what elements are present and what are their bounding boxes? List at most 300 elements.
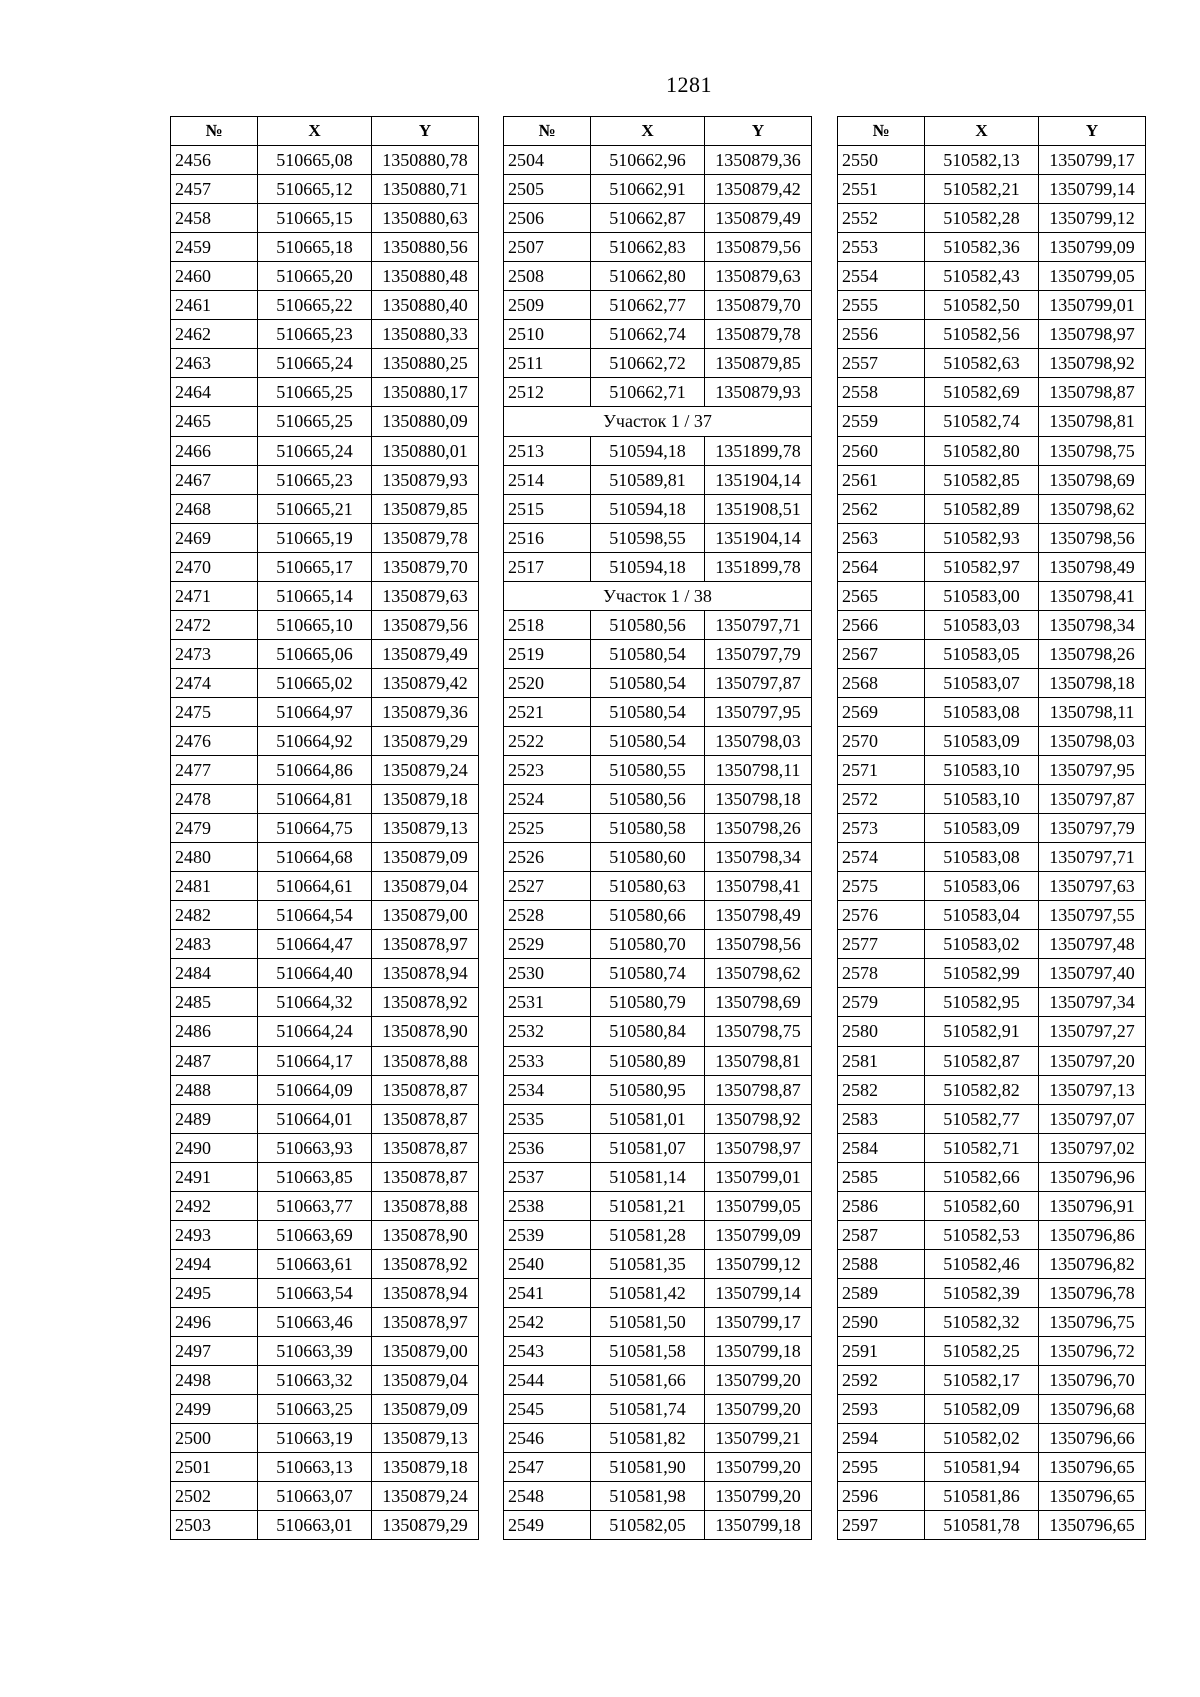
x-coordinate: 510580,74 [591, 959, 705, 988]
point-number: 2588 [838, 1249, 925, 1278]
table-row [504, 262, 812, 291]
x-coordinate: 510582,60 [925, 1191, 1039, 1220]
x-coordinate: 510583,09 [925, 814, 1039, 843]
y-coordinate: 1350796,68 [1039, 1395, 1146, 1424]
point-number: 2513 [504, 436, 591, 465]
x-coordinate: 510580,54 [591, 668, 705, 697]
y-coordinate: 1350798,49 [705, 901, 812, 930]
x-coordinate: 510582,95 [925, 988, 1039, 1017]
x-coordinate: 510662,74 [591, 320, 705, 349]
y-coordinate: 1350879,85 [372, 494, 479, 523]
table-row [838, 959, 1146, 988]
y-coordinate: 1350798,26 [705, 814, 812, 843]
table-row [504, 1366, 812, 1395]
x-coordinate: 510662,80 [591, 262, 705, 291]
y-coordinate: 1350799,20 [705, 1366, 812, 1395]
table-row [171, 146, 479, 175]
table-row [171, 1453, 479, 1482]
y-coordinate: 1350799,20 [705, 1453, 812, 1482]
table-row [504, 1336, 812, 1365]
table-row [504, 552, 812, 581]
y-coordinate: 1350798,87 [705, 1075, 812, 1104]
table-row [171, 959, 479, 988]
table-row [504, 1162, 812, 1191]
y-coordinate: 1350797,95 [1039, 756, 1146, 785]
table-row [504, 1075, 812, 1104]
x-coordinate: 510581,50 [591, 1307, 705, 1336]
table-row [838, 1220, 1146, 1249]
point-number: 2587 [838, 1220, 925, 1249]
table-row [838, 1307, 1146, 1336]
point-number: 2593 [838, 1395, 925, 1424]
x-coordinate: 510664,75 [258, 814, 372, 843]
y-coordinate: 1350879,56 [372, 610, 479, 639]
coordinate-table-3 [837, 116, 1146, 1540]
x-coordinate: 510583,03 [925, 610, 1039, 639]
x-coordinate: 510581,21 [591, 1191, 705, 1220]
x-coordinate: 510662,83 [591, 233, 705, 262]
point-number: 2546 [504, 1424, 591, 1453]
table-row [838, 146, 1146, 175]
table-row [171, 1482, 479, 1511]
column-header-y: Y [372, 117, 479, 146]
x-coordinate: 510583,10 [925, 756, 1039, 785]
x-coordinate: 510582,36 [925, 233, 1039, 262]
y-coordinate: 1350797,02 [1039, 1133, 1146, 1162]
y-coordinate: 1350880,71 [372, 175, 479, 204]
x-coordinate: 510665,18 [258, 233, 372, 262]
y-coordinate: 1350879,36 [372, 697, 479, 726]
table-row [838, 1278, 1146, 1307]
table-row [838, 1395, 1146, 1424]
point-number: 2590 [838, 1307, 925, 1336]
point-number: 2504 [504, 146, 591, 175]
table-row [838, 988, 1146, 1017]
point-number: 2550 [838, 146, 925, 175]
y-coordinate: 1350797,63 [1039, 872, 1146, 901]
table-row [171, 1104, 479, 1133]
table-row [171, 843, 479, 872]
table-row [504, 843, 812, 872]
x-coordinate: 510583,07 [925, 668, 1039, 697]
section-title: Участок 1 / 38 [504, 581, 812, 610]
point-number: 2569 [838, 697, 925, 726]
x-coordinate: 510582,77 [925, 1104, 1039, 1133]
y-coordinate: 1350799,05 [705, 1191, 812, 1220]
x-coordinate: 510665,25 [258, 378, 372, 407]
y-coordinate: 1350879,93 [705, 378, 812, 407]
x-coordinate: 510663,85 [258, 1162, 372, 1191]
y-coordinate: 1350879,18 [372, 1453, 479, 1482]
y-coordinate: 1350879,24 [372, 1482, 479, 1511]
y-coordinate: 1350880,63 [372, 204, 479, 233]
table-row [504, 1133, 812, 1162]
y-coordinate: 1350879,29 [372, 726, 479, 755]
x-coordinate: 510662,77 [591, 291, 705, 320]
x-coordinate: 510594,18 [591, 494, 705, 523]
x-coordinate: 510663,39 [258, 1336, 372, 1365]
x-coordinate: 510663,46 [258, 1307, 372, 1336]
point-number: 2514 [504, 465, 591, 494]
table-row [171, 930, 479, 959]
point-number: 2472 [171, 610, 258, 639]
x-coordinate: 510582,93 [925, 523, 1039, 552]
point-number: 2522 [504, 726, 591, 755]
y-coordinate: 1350879,13 [372, 1424, 479, 1453]
y-coordinate: 1350796,78 [1039, 1278, 1146, 1307]
table-row [171, 1046, 479, 1075]
y-coordinate: 1350799,17 [705, 1307, 812, 1336]
x-coordinate: 510665,24 [258, 436, 372, 465]
table-row [838, 436, 1146, 465]
point-number: 2462 [171, 320, 258, 349]
x-coordinate: 510664,40 [258, 959, 372, 988]
point-number: 2470 [171, 552, 258, 581]
y-coordinate: 1350878,88 [372, 1046, 479, 1075]
table-row [504, 1307, 812, 1336]
table-row [504, 1249, 812, 1278]
x-coordinate: 510580,55 [591, 756, 705, 785]
table-row [838, 1453, 1146, 1482]
x-coordinate: 510663,13 [258, 1453, 372, 1482]
point-number: 2478 [171, 785, 258, 814]
y-coordinate: 1350879,04 [372, 872, 479, 901]
x-coordinate: 510663,54 [258, 1278, 372, 1307]
table-row [171, 465, 479, 494]
y-coordinate: 1350798,11 [1039, 697, 1146, 726]
table-row [838, 262, 1146, 291]
table-row [838, 1162, 1146, 1191]
y-coordinate: 1350880,09 [372, 407, 479, 436]
table-row [171, 494, 479, 523]
table-row [504, 320, 812, 349]
point-number: 2506 [504, 204, 591, 233]
table-row [504, 814, 812, 843]
point-number: 2575 [838, 872, 925, 901]
x-coordinate: 510589,81 [591, 465, 705, 494]
point-number: 2541 [504, 1278, 591, 1307]
y-coordinate: 1350797,20 [1039, 1046, 1146, 1075]
x-coordinate: 510583,04 [925, 901, 1039, 930]
y-coordinate: 1350797,55 [1039, 901, 1146, 930]
table-row [171, 175, 479, 204]
table-row [504, 523, 812, 552]
point-number: 2482 [171, 901, 258, 930]
table-row [504, 872, 812, 901]
table-row [504, 1395, 812, 1424]
table-row [504, 639, 812, 668]
point-number: 2518 [504, 610, 591, 639]
x-coordinate: 510582,25 [925, 1336, 1039, 1365]
y-coordinate: 1350879,09 [372, 1395, 479, 1424]
y-coordinate: 1350798,18 [705, 785, 812, 814]
x-coordinate: 510583,09 [925, 726, 1039, 755]
x-coordinate: 510665,10 [258, 610, 372, 639]
table-row [171, 639, 479, 668]
y-coordinate: 1350798,75 [1039, 436, 1146, 465]
x-coordinate: 510664,09 [258, 1075, 372, 1104]
y-coordinate: 1350798,41 [1039, 581, 1146, 610]
table-row [171, 1336, 479, 1365]
table-row [171, 901, 479, 930]
x-coordinate: 510580,56 [591, 610, 705, 639]
y-coordinate: 1350799,17 [1039, 146, 1146, 175]
y-coordinate: 1350798,87 [1039, 378, 1146, 407]
y-coordinate: 1350799,21 [705, 1424, 812, 1453]
x-coordinate: 510582,46 [925, 1249, 1039, 1278]
table-row [171, 872, 479, 901]
x-coordinate: 510662,91 [591, 175, 705, 204]
y-coordinate: 1350798,34 [1039, 610, 1146, 639]
x-coordinate: 510580,54 [591, 726, 705, 755]
point-number: 2515 [504, 494, 591, 523]
point-number: 2552 [838, 204, 925, 233]
coordinate-table-1 [170, 116, 479, 1540]
table-row [171, 1395, 479, 1424]
y-coordinate: 1350798,18 [1039, 668, 1146, 697]
point-number: 2537 [504, 1162, 591, 1191]
table-row [504, 988, 812, 1017]
y-coordinate: 1350878,94 [372, 959, 479, 988]
y-coordinate: 1350880,56 [372, 233, 479, 262]
point-number: 2594 [838, 1424, 925, 1453]
coordinate-table-2 [503, 116, 812, 1540]
point-number: 2493 [171, 1220, 258, 1249]
point-number: 2474 [171, 668, 258, 697]
y-coordinate: 1350798,81 [705, 1046, 812, 1075]
point-number: 2545 [504, 1395, 591, 1424]
table-row [838, 1482, 1146, 1511]
point-number: 2457 [171, 175, 258, 204]
y-coordinate: 1351904,14 [705, 523, 812, 552]
x-coordinate: 510582,99 [925, 959, 1039, 988]
table-row [171, 1424, 479, 1453]
y-coordinate: 1350798,97 [705, 1133, 812, 1162]
y-coordinate: 1350798,41 [705, 872, 812, 901]
table-row [171, 1249, 479, 1278]
table-row [838, 465, 1146, 494]
x-coordinate: 510663,32 [258, 1366, 372, 1395]
table-row [171, 523, 479, 552]
y-coordinate: 1350798,03 [1039, 726, 1146, 755]
y-coordinate: 1350797,13 [1039, 1075, 1146, 1104]
x-coordinate: 510583,10 [925, 785, 1039, 814]
x-coordinate: 510663,61 [258, 1249, 372, 1278]
x-coordinate: 510581,86 [925, 1482, 1039, 1511]
y-coordinate: 1350879,63 [372, 581, 479, 610]
point-number: 2488 [171, 1075, 258, 1104]
point-number: 2500 [171, 1424, 258, 1453]
y-coordinate: 1350796,72 [1039, 1336, 1146, 1365]
point-number: 2512 [504, 378, 591, 407]
point-number: 2559 [838, 407, 925, 436]
x-coordinate: 510580,66 [591, 901, 705, 930]
point-number: 2480 [171, 843, 258, 872]
y-coordinate: 1350799,18 [705, 1511, 812, 1540]
y-coordinate: 1350798,69 [705, 988, 812, 1017]
x-coordinate: 510581,07 [591, 1133, 705, 1162]
x-coordinate: 510594,18 [591, 436, 705, 465]
point-number: 2544 [504, 1366, 591, 1395]
y-coordinate: 1350796,65 [1039, 1482, 1146, 1511]
y-coordinate: 1350879,78 [372, 523, 479, 552]
point-number: 2524 [504, 785, 591, 814]
x-coordinate: 510582,74 [925, 407, 1039, 436]
y-coordinate: 1350796,96 [1039, 1162, 1146, 1191]
y-coordinate: 1350880,40 [372, 291, 479, 320]
table-header-row [504, 117, 812, 146]
point-number: 2505 [504, 175, 591, 204]
point-number: 2543 [504, 1336, 591, 1365]
x-coordinate: 510665,24 [258, 349, 372, 378]
section-title: Участок 1 / 37 [504, 407, 812, 436]
point-number: 2540 [504, 1249, 591, 1278]
point-number: 2596 [838, 1482, 925, 1511]
x-coordinate: 510663,07 [258, 1482, 372, 1511]
x-coordinate: 510664,68 [258, 843, 372, 872]
table-row [838, 1104, 1146, 1133]
x-coordinate: 510581,42 [591, 1278, 705, 1307]
point-number: 2469 [171, 523, 258, 552]
point-number: 2487 [171, 1046, 258, 1075]
point-number: 2465 [171, 407, 258, 436]
y-coordinate: 1350878,87 [372, 1133, 479, 1162]
point-number: 2528 [504, 901, 591, 930]
y-coordinate: 1350879,42 [372, 668, 479, 697]
y-coordinate: 1350878,90 [372, 1017, 479, 1046]
x-coordinate: 510580,54 [591, 697, 705, 726]
table-row [504, 494, 812, 523]
point-number: 2538 [504, 1191, 591, 1220]
x-coordinate: 510663,93 [258, 1133, 372, 1162]
x-coordinate: 510594,18 [591, 552, 705, 581]
point-number: 2467 [171, 465, 258, 494]
y-coordinate: 1350879,04 [372, 1366, 479, 1395]
point-number: 2456 [171, 146, 258, 175]
y-coordinate: 1350880,17 [372, 378, 479, 407]
point-number: 2592 [838, 1366, 925, 1395]
x-coordinate: 510580,95 [591, 1075, 705, 1104]
table-row [504, 785, 812, 814]
y-coordinate: 1350880,01 [372, 436, 479, 465]
table-row [838, 930, 1146, 959]
table-row [838, 1017, 1146, 1046]
x-coordinate: 510662,96 [591, 146, 705, 175]
x-coordinate: 510582,66 [925, 1162, 1039, 1191]
table-row [504, 1017, 812, 1046]
y-coordinate: 1350796,75 [1039, 1307, 1146, 1336]
y-coordinate: 1350798,81 [1039, 407, 1146, 436]
table-row [838, 407, 1146, 436]
point-number: 2553 [838, 233, 925, 262]
table-row [504, 901, 812, 930]
point-number: 2495 [171, 1278, 258, 1307]
x-coordinate: 510580,70 [591, 930, 705, 959]
x-coordinate: 510582,05 [591, 1511, 705, 1540]
point-number: 2464 [171, 378, 258, 407]
table-row [171, 436, 479, 465]
x-coordinate: 510663,19 [258, 1424, 372, 1453]
table-row [838, 1046, 1146, 1075]
table-row [171, 1075, 479, 1104]
point-number: 2542 [504, 1307, 591, 1336]
y-coordinate: 1350797,34 [1039, 988, 1146, 1017]
point-number: 2476 [171, 726, 258, 755]
x-coordinate: 510581,28 [591, 1220, 705, 1249]
x-coordinate: 510664,17 [258, 1046, 372, 1075]
table-row [838, 814, 1146, 843]
table-row [171, 1191, 479, 1220]
point-number: 2523 [504, 756, 591, 785]
table-row [504, 1511, 812, 1540]
y-coordinate: 1350797,71 [1039, 843, 1146, 872]
point-number: 2526 [504, 843, 591, 872]
y-coordinate: 1350879,09 [372, 843, 479, 872]
point-number: 2577 [838, 930, 925, 959]
table-row [171, 378, 479, 407]
x-coordinate: 510664,01 [258, 1104, 372, 1133]
y-coordinate: 1350796,91 [1039, 1191, 1146, 1220]
y-coordinate: 1350879,36 [705, 146, 812, 175]
point-number: 2539 [504, 1220, 591, 1249]
table-row [504, 1104, 812, 1133]
point-number: 2527 [504, 872, 591, 901]
y-coordinate: 1350878,87 [372, 1162, 479, 1191]
point-number: 2597 [838, 1511, 925, 1540]
table-header-row [838, 117, 1146, 146]
x-coordinate: 510598,55 [591, 523, 705, 552]
x-coordinate: 510665,08 [258, 146, 372, 175]
y-coordinate: 1350799,18 [705, 1336, 812, 1365]
table-header-row [171, 117, 479, 146]
point-number: 2529 [504, 930, 591, 959]
x-coordinate: 510663,25 [258, 1395, 372, 1424]
column-header-x: X [925, 117, 1039, 146]
point-number: 2535 [504, 1104, 591, 1133]
point-number: 2589 [838, 1278, 925, 1307]
point-number: 2471 [171, 581, 258, 610]
x-coordinate: 510583,00 [925, 581, 1039, 610]
table-row [504, 959, 812, 988]
y-coordinate: 1350799,09 [1039, 233, 1146, 262]
column-header-y: Y [1039, 117, 1146, 146]
y-coordinate: 1351904,14 [705, 465, 812, 494]
x-coordinate: 510582,09 [925, 1395, 1039, 1424]
y-coordinate: 1350798,11 [705, 756, 812, 785]
y-coordinate: 1350798,56 [1039, 523, 1146, 552]
x-coordinate: 510665,02 [258, 668, 372, 697]
table-row [838, 843, 1146, 872]
y-coordinate: 1350878,97 [372, 930, 479, 959]
point-number: 2461 [171, 291, 258, 320]
y-coordinate: 1350879,13 [372, 814, 479, 843]
x-coordinate: 510583,08 [925, 843, 1039, 872]
x-coordinate: 510580,56 [591, 785, 705, 814]
point-number: 2503 [171, 1511, 258, 1540]
y-coordinate: 1350799,14 [1039, 175, 1146, 204]
y-coordinate: 1350797,48 [1039, 930, 1146, 959]
y-coordinate: 1350880,25 [372, 349, 479, 378]
y-coordinate: 1350799,20 [705, 1395, 812, 1424]
point-number: 2570 [838, 726, 925, 755]
table-row [504, 1424, 812, 1453]
point-number: 2475 [171, 697, 258, 726]
column-header-number: № [838, 117, 925, 146]
point-number: 2578 [838, 959, 925, 988]
point-number: 2473 [171, 639, 258, 668]
y-coordinate: 1350879,85 [705, 349, 812, 378]
x-coordinate: 510664,97 [258, 697, 372, 726]
